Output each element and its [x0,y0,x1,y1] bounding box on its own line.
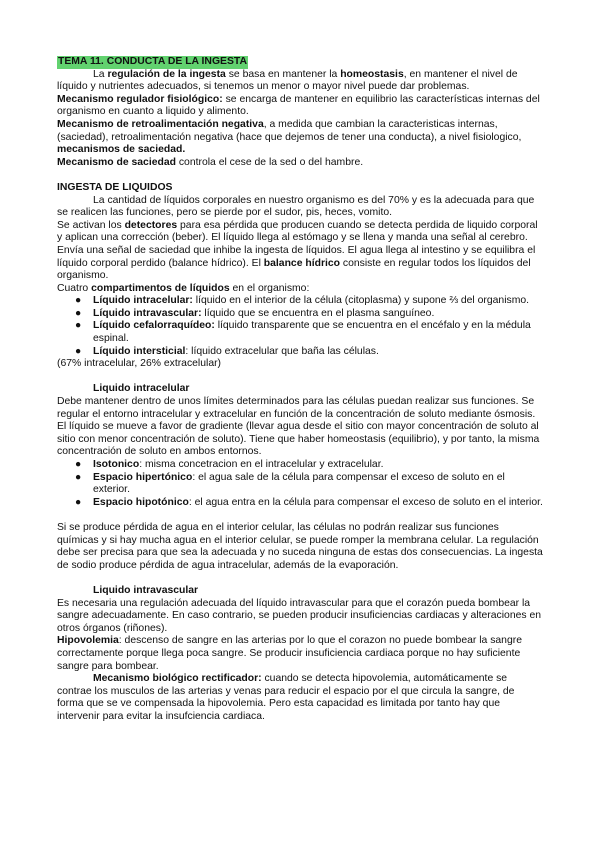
text-run: cuando se detecta hipovolemia, automáticamente se contrae los musculos de las arterias y venas para reducir el espacio por el que circula la sangre, de forma que se ve compensada la hipovolemia. Pero esta capacidad es limitada por tanto hay que intervenir para evitar la insufciencia cardiaca. [57,673,515,722]
list-item [57,459,543,472]
text-run: , en mantener el nivel de líquido y nutrientes adecuados, si tenemos un menor o mayor nivel puede dar problemas. [57,68,518,93]
intro-paragraph [57,69,543,94]
text-run: : descenso de sangre en las arterias por lo que el corazon no puede bombear la sangre correctamente porque llega poca sangre. Se producir insuficiencia cardiaca porque no hay suficiente sangre para bombear. [57,635,522,672]
text-run: se basa en mantener la [225,68,341,80]
list-item [57,308,543,321]
bold-term: Isotonico [93,459,140,470]
hipovolemia-paragraph [57,635,543,673]
list-item [57,472,543,497]
bold-term: Mecanismo regulador fisiológico: [57,93,223,105]
bold-term: balance hídrico [263,257,341,269]
text-run: Cuatro [57,282,92,294]
subheading-intracelular: Liquido intracelular [93,383,190,395]
bold-term: detectores [124,219,178,231]
bold-term: Hipovolemia [57,635,119,647]
bullet-icon: ● [75,307,82,319]
bullet-icon: ● [75,471,82,483]
bullet-icon: ● [75,345,82,357]
text-run: : líquido extracelular que baña las células. [185,345,379,357]
text-run: : el agua entra en la célula para compensar el exceso de soluto en el interior. [188,496,543,508]
bold-term: mecanismos de saciedad. [57,144,186,156]
spacer [57,509,543,522]
bold-term: Espacio hipotónico [93,496,189,508]
bold-term: Líquido intracelular: [93,295,193,307]
text-run: , a medida que cambian la caracteristicas internas, (saciedad), retroalimentación negativa (hace que dejemos de tener una conducta), a nivel fisiologico, [57,118,522,143]
bold-term: Líquido intravascular: [93,307,202,319]
bullet-icon: ● [75,320,82,332]
text-run: : el agua sale de la célula para compensar el exceso de soluto en el exterior. [93,471,505,496]
text-run: Se activan los [57,219,125,231]
document-title [57,56,543,69]
bullet-icon: ● [75,459,82,470]
tonicity-list [57,459,543,509]
bullet-icon: ● [75,295,82,307]
compartments-list [57,295,543,358]
bold-term: Líquido intersticial [93,345,186,357]
bold-term: Mecanismo biológico rectificador: [93,673,262,685]
text-run: controla el cese de la sed o del hambre. [175,156,364,168]
text-run: líquido transparente que se encuentra en el encéfalo y en la médula espinal. [93,320,531,345]
section-heading-liquidos [57,182,543,195]
list-item [57,497,543,510]
list-item [57,320,543,345]
bold-term: regulación de la ingesta [107,68,226,80]
list-item [57,346,543,359]
rectificador-paragraph [57,673,543,723]
intravascular-paragraph-1: Es necesaria una regulación adecuada del líquido intravascular para que el corazón pueda bombear la sangre adecuadamente. En caso contrario, se pueden producir insuficiencias cardiacas y alteraciones en otros órganos (riñones). [57,597,542,634]
section-heading-text: INGESTA DE LIQUIDOS [57,181,173,193]
text-run: líquido que se encuentra en el plasma sanguíneo. [201,307,435,319]
text-run: se encarga de mantener en equilibrio las características internas del organismo en cuanto a liquido y alimento. [57,93,540,118]
liquidos-paragraph-1: La cantidad de líquidos corporales en nuestro organismo es del 70% y es la adecuada para que se realicen las funciones, pero se pierde por el sudor, pis, heces, vomito. [57,194,535,219]
subheading-intravascular: Liquido intravascular [93,584,199,596]
satiety-paragraph [57,157,543,170]
bold-term: Líquido cefalorraquídeo: [93,320,215,332]
text-run: : misma concetracion en el intracelular y extracelular. [139,459,384,470]
text-run: líquido en el interior de la célula (citoplasma) y supone ⅔ del organismo. [192,295,530,307]
spacer [57,572,543,585]
liquidos-paragraph-3 [57,283,543,296]
spacer [57,371,543,384]
feedback-paragraph [57,119,543,157]
liquidos-paragraph-2 [57,220,543,283]
spacer [57,169,543,182]
bold-term: Mecanismo de saciedad [57,156,176,168]
bold-term: compartimentos de líquidos [91,282,230,294]
list-item [57,295,543,308]
bold-term: homeostasis [340,68,404,80]
percentages-note: (67% intracelular, 26% extracelular) [57,358,222,370]
bullet-icon: ● [75,496,82,508]
text-run: consiste en regular todos los líquidos del organismo. [57,257,531,282]
bold-term: Mecanismo de retroalimentación negativa [57,118,264,130]
regulator-paragraph [57,94,543,119]
title-highlight: TEMA 11. CONDUCTA DE LA INGESTA [58,56,247,67]
text-run: La [93,68,108,80]
bold-term: Espacio hipertónico [93,471,193,483]
text-run: para esa pérdida que producen cuando se detecta perdida de liquido corporal y aplican una corrección (beber). El líquido llega al estómago y se llena y manda una señal al cerebro. Envía una señal de saciedad que inhibe la ingesta de líquidos. El agua llega al intestino y se equilibra el líquido corporal perdido (balance hídrico). El [57,219,538,269]
intracelular-paragraph-2: Si se produce pérdida de agua en el interior celular, las células no podrán realizar sus funciones químicas y si hay mucha agua en el interior celular, se puede romper la membrana celular. La regulación debe ser precisa para que sea la adecuada y no suceda ninguna de estas dos consecuencias. La ingesta de sodio produce pérdida de agua intracelular, además de la evaporación. [57,521,543,571]
text-run: en el organismo: [229,282,310,294]
intracelular-paragraph-1: Debe mantener dentro de unos límites determinados para las células puedan realizar sus funciones. Se regular el entorno intracelular y extracelular en función de la concentración de soluto mediante ósmosis. El líquido se mueve a favor de gradiente (llevar agua desde el sitio con mayor concentración de soluto al sitio con menor concentración de soluto). Tiene que haber homeostasis (equilibrio), y por tanto, la misma concentración de soluto en ambos entornos. [57,396,540,458]
